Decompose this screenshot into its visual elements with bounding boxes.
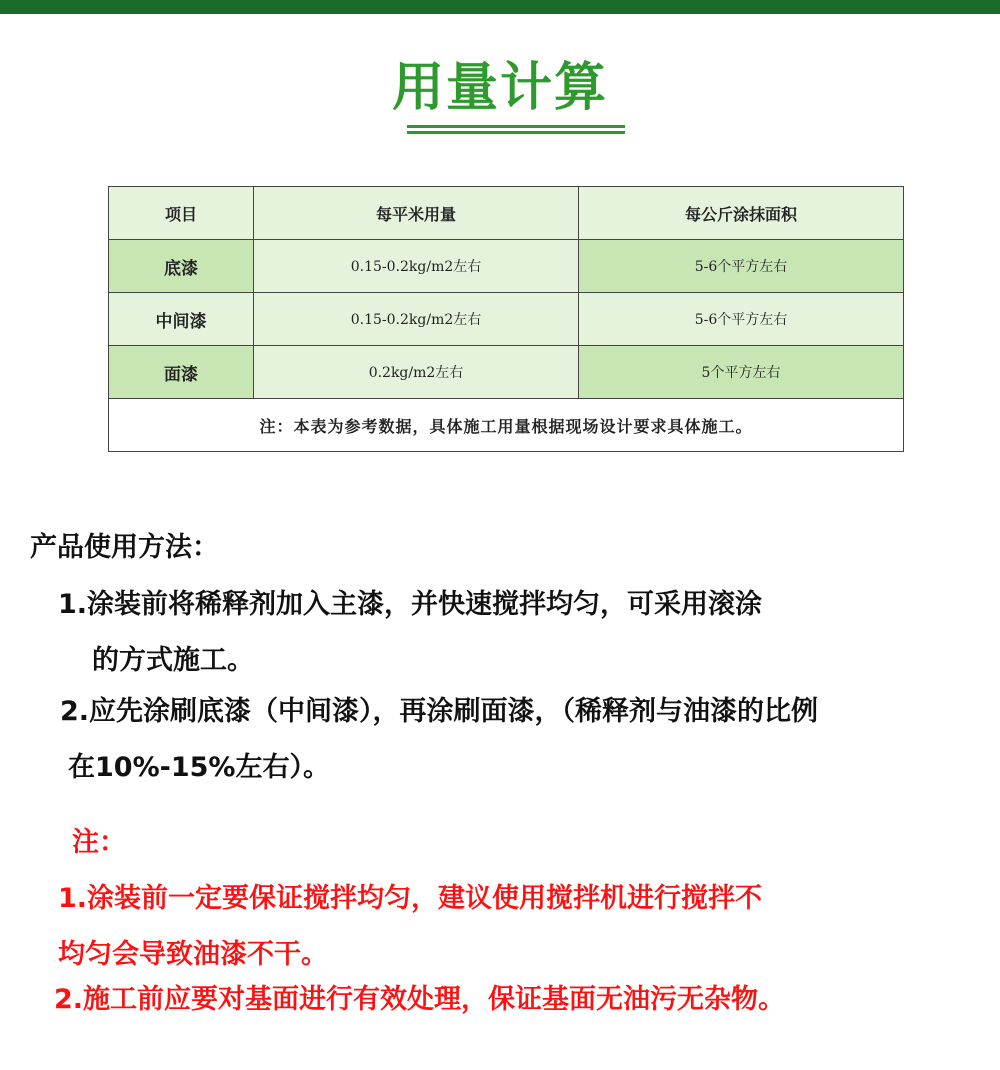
row-per-sqm: 0.15-0.2kg/m2左右 (254, 240, 579, 293)
row-per-sqm: 0.2kg/m2左右 (254, 346, 579, 399)
page-title: 用量计算 (391, 58, 608, 118)
usage-line-2a: 2.应先涂刷底漆（中间漆），再涂刷面漆，（稀释剂与油漆的比例 (60, 696, 819, 727)
usage-heading: 产品使用方法： (30, 532, 219, 563)
table-row (109, 346, 904, 399)
usage-line-1a: 1.涂装前将稀释剂加入主漆，并快速搅拌均匀，可采用滚涂 (58, 589, 763, 620)
row-item: 中间漆 (109, 293, 254, 346)
table-header-row (109, 187, 904, 240)
title-underline (407, 125, 625, 128)
usage-line-2b: 在10%-15%左右）。 (68, 752, 330, 783)
notes-line-1b: 均匀会导致油漆不干。 (58, 939, 328, 970)
row-per-kg: 5-6个平方左右 (579, 240, 904, 293)
header-per-sqm: 每平米用量 (254, 187, 579, 240)
row-per-kg: 5-6个平方左右 (579, 293, 904, 346)
title-container (0, 60, 1000, 117)
notes-heading: 注： (72, 827, 126, 858)
row-item: 面漆 (109, 346, 254, 399)
table-note: 注：本表为参考数据，具体施工用量根据现场设计要求具体施工。 (109, 399, 904, 452)
top-banner-bar (0, 0, 1000, 14)
table-row (109, 293, 904, 346)
row-per-sqm: 0.15-0.2kg/m2左右 (254, 293, 579, 346)
notes-line-1a: 1.涂装前一定要保证搅拌均匀，建议使用搅拌机进行搅拌不 (58, 883, 763, 914)
row-item: 底漆 (109, 240, 254, 293)
header-per-kg: 每公斤涂抹面积 (579, 187, 904, 240)
usage-line-1b: 的方式施工。 (92, 645, 254, 676)
header-item: 项目 (109, 187, 254, 240)
row-per-kg: 5个平方左右 (579, 346, 904, 399)
title-underline-second (407, 131, 625, 134)
dosage-table (108, 186, 904, 452)
notes-line-2: 2.施工前应要对基面进行有效处理，保证基面无油污无杂物。 (54, 984, 786, 1015)
table-note-row (109, 399, 904, 452)
table-row (109, 240, 904, 293)
